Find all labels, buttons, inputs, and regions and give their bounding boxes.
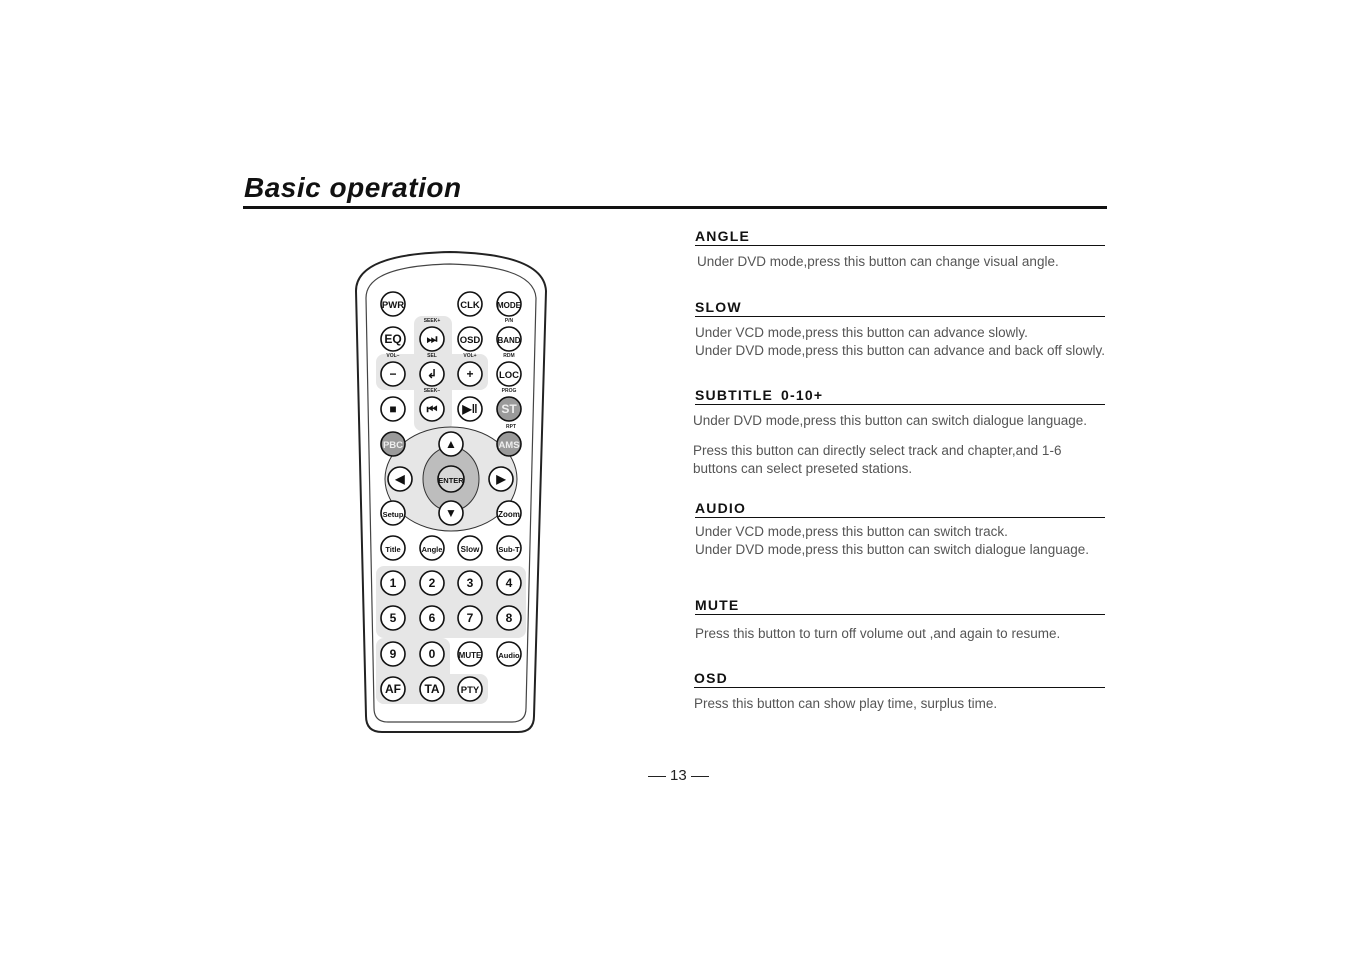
section-angle — [695, 228, 1105, 271]
button-label: 4 — [505, 576, 513, 590]
button-label: EQ — [384, 332, 402, 346]
button-label: ▶ — [496, 472, 506, 486]
seek-plus-label: SEEK+ — [423, 318, 441, 324]
vol-down-button — [381, 362, 405, 386]
button-label: ↲ — [426, 367, 438, 381]
button-label: ▲ — [445, 437, 457, 451]
section-osd — [694, 670, 1105, 713]
button-label: − — [389, 367, 397, 381]
left-button — [388, 467, 412, 491]
sub-t-button — [497, 536, 521, 560]
button-label: + — [466, 367, 474, 381]
button-label: Angle — [421, 545, 443, 554]
enter-button — [438, 466, 464, 492]
button-label: ⏮ — [426, 402, 438, 416]
section-heading: SLOW — [695, 299, 1105, 317]
prog-label: PROG — [501, 388, 517, 394]
vol-plus-label: VOL+ — [463, 353, 477, 359]
dash-left — [648, 776, 666, 777]
button-label: ◀ — [395, 472, 405, 486]
button-label: ⏭ — [426, 332, 438, 346]
af-button — [381, 677, 405, 701]
section-heading: MUTE — [695, 597, 1105, 615]
n3-button — [458, 571, 482, 595]
next-button — [420, 327, 444, 351]
page-number — [644, 767, 713, 784]
button-label: ST — [501, 402, 517, 416]
button-label: 3 — [466, 576, 474, 590]
button-label: Setup — [382, 510, 404, 519]
section-text: Under DVD mode,press this button can advance and back off slowly. — [695, 343, 1105, 358]
pn-label: P/N — [504, 318, 514, 324]
button-label: PTY — [460, 685, 480, 696]
button-label: PWR — [381, 300, 405, 311]
button-label: Title — [385, 545, 401, 554]
section-text: Press this button can show play time, surplus time. — [694, 696, 998, 711]
button-label: 5 — [389, 611, 397, 625]
button-label: Slow — [460, 545, 480, 554]
down-button — [439, 501, 463, 525]
band-button — [497, 327, 521, 351]
section-text: Under VCD mode,press this button can switch track. — [695, 524, 1008, 539]
section-text: Under VCD mode,press this button can advance slowly. — [695, 325, 1028, 340]
section-heading-extra: 0-10+ — [781, 387, 824, 403]
button-label: OSD — [459, 335, 481, 346]
section-heading: AUDIO — [695, 500, 1105, 518]
title-divider — [243, 206, 1107, 209]
page-number-text: 13 — [670, 767, 687, 784]
section-mute — [695, 597, 1105, 643]
section-heading: OSD — [694, 670, 1105, 688]
button-label: Sub-T — [498, 545, 520, 554]
button-label: CLK — [460, 300, 480, 311]
zoom-button — [497, 501, 521, 525]
section-heading: ANGLE — [695, 228, 1105, 246]
section-text: Under DVD mode,press this button can switch dialogue language. — [695, 542, 1089, 557]
vol-minus-label: VOL− — [386, 353, 400, 359]
audio-button — [497, 642, 521, 666]
slow-button — [458, 536, 482, 560]
button-label: 0 — [428, 647, 436, 661]
st-button — [497, 397, 521, 421]
ta-button — [420, 677, 444, 701]
button-label: ENTER — [438, 476, 464, 485]
button-label: 9 — [389, 647, 397, 661]
section-slow — [695, 299, 1105, 360]
section-text: Under DVD mode,press this button can switch dialogue language. — [693, 413, 1087, 428]
rpt-label: RPT — [506, 424, 516, 430]
button-label: 7 — [466, 611, 474, 625]
page-title: Basic operation — [244, 172, 462, 203]
stop-button — [381, 397, 405, 421]
button-label: PBC — [382, 440, 404, 451]
button-label: BAND — [497, 336, 521, 345]
button-label: 8 — [505, 611, 513, 625]
n6-button — [420, 606, 444, 630]
section-subtitle — [695, 387, 1105, 430]
n5-button — [381, 606, 405, 630]
button-label: Audio — [498, 651, 520, 660]
section-number-keys — [693, 442, 1061, 478]
button-label: AF — [385, 682, 401, 696]
loc-button — [497, 362, 521, 386]
button-label: AMS — [498, 440, 520, 451]
section-heading-text: SUBTITLE — [695, 387, 774, 403]
ams-button — [497, 432, 521, 456]
n0-button — [420, 642, 444, 666]
angle-button — [420, 536, 444, 560]
mute-button — [458, 642, 482, 666]
button-label: Zoom — [498, 510, 520, 519]
mode-button — [497, 292, 522, 316]
sel-label: SEL — [427, 353, 437, 359]
pty-button — [458, 677, 482, 701]
prev-button — [420, 397, 444, 421]
remote-control-illustration — [350, 246, 550, 736]
n1-button — [381, 571, 405, 595]
n9-button — [381, 642, 405, 666]
eq-button — [381, 327, 405, 351]
n7-button — [458, 606, 482, 630]
right-button — [489, 467, 513, 491]
seek-minus-label: SEEK− — [423, 388, 441, 394]
up-button — [439, 432, 463, 456]
button-label: MUTE — [458, 651, 482, 660]
button-label: MODE — [497, 301, 521, 310]
button-label: 2 — [428, 576, 436, 590]
play-pause-button — [458, 397, 482, 421]
pbc-button — [381, 432, 405, 456]
vol-up-button — [458, 362, 482, 386]
section-heading — [695, 387, 1105, 405]
button-label: 1 — [389, 576, 397, 590]
button-label: 6 — [428, 611, 436, 625]
clk-button — [458, 292, 482, 316]
pwr-button — [381, 292, 405, 316]
button-label: TA — [424, 682, 440, 696]
button-label: ■ — [389, 402, 397, 416]
setup-button — [381, 501, 405, 525]
section-text: buttons can select preseted stations. — [693, 461, 913, 476]
n2-button — [420, 571, 444, 595]
dash-right — [691, 776, 709, 777]
section-text: Press this button can directly select track and chapter,and 1-6 — [693, 443, 1062, 458]
sel-button — [420, 362, 444, 386]
osd-button — [458, 327, 482, 351]
section-text: Under DVD mode,press this button can change visual angle. — [697, 254, 1059, 269]
n8-button — [497, 606, 521, 630]
button-label: ▶‖ — [462, 402, 478, 416]
button-label: LOC — [498, 370, 520, 381]
section-audio — [695, 500, 1105, 559]
section-text: Press this button to turn off volume out ,and again to resume. — [695, 626, 1061, 641]
title-button — [381, 536, 405, 560]
n4-button — [497, 571, 521, 595]
button-label: ▼ — [445, 506, 457, 520]
rdm-label: RDM — [503, 353, 515, 359]
